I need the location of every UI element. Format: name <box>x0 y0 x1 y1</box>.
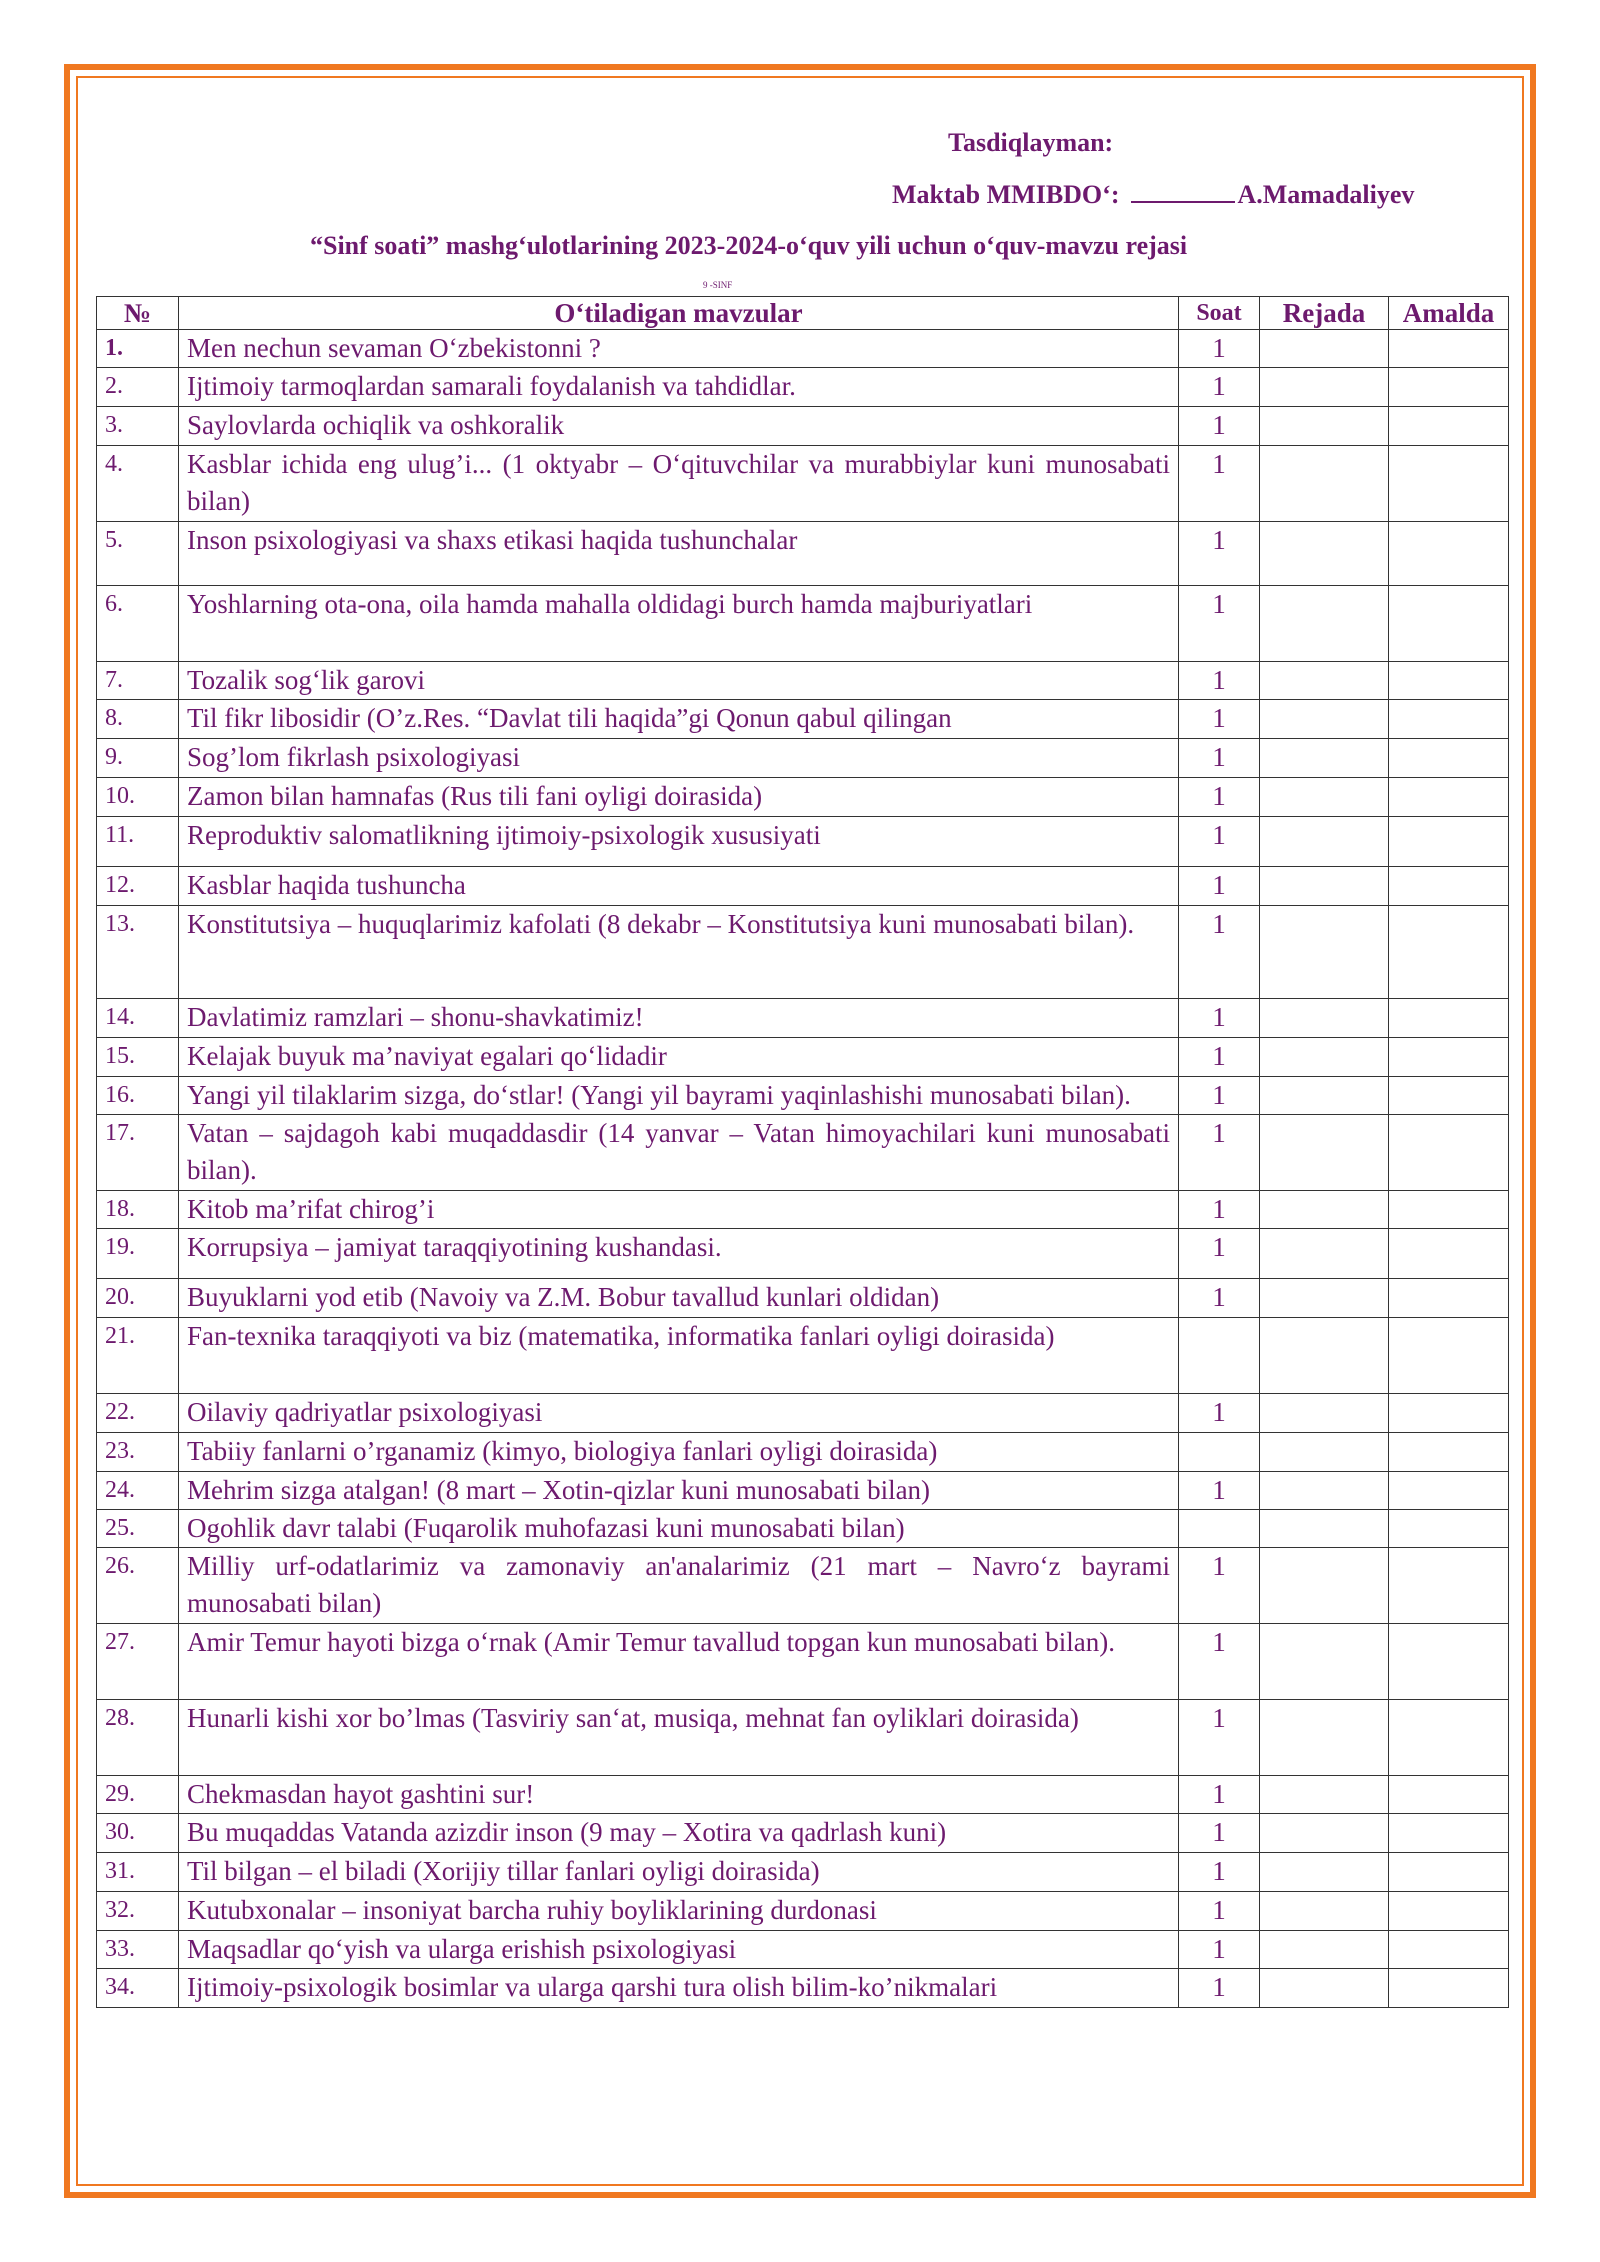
table-row <box>97 778 1509 817</box>
row-hours: 1 <box>1179 999 1260 1038</box>
table-row <box>97 1624 1509 1700</box>
row-topic: Mehrim sizga atalgan! (8 mart – Xotin-qizlar kuni munosabati bilan) <box>179 1472 1179 1510</box>
row-actual-cell <box>1389 1548 1509 1624</box>
row-topic: Zamon bilan hamnafas (Rus tili fani oyligi doirasida) <box>179 778 1179 817</box>
row-topic: Kasblar ichida eng ulug’i... (1 oktyabr – O‘qituvchilar va murabbiylar kuni munosabati bilan) <box>179 446 1179 522</box>
row-hours: 1 <box>1179 1624 1260 1700</box>
row-actual-cell <box>1389 817 1509 867</box>
row-number: 24. <box>97 1472 179 1510</box>
col-header-topics: O‘tiladigan mavzular <box>179 297 1179 330</box>
table-row <box>97 1548 1509 1624</box>
row-actual-cell <box>1389 330 1509 368</box>
table-row <box>97 739 1509 778</box>
row-actual-cell <box>1389 739 1509 778</box>
row-hours: 1 <box>1179 778 1260 817</box>
row-topic: Reproduktiv salomatlikning ijtimoiy-psixologik xususiyati <box>179 817 1179 867</box>
row-actual-cell <box>1389 778 1509 817</box>
table-row <box>97 1394 1509 1433</box>
row-hours: 1 <box>1179 1077 1260 1115</box>
row-number: 13. <box>97 906 179 999</box>
row-topic: Milliy urf-odatlarimiz va zamonaviy an'analarimiz (21 mart – Navro‘z bayrami munosabati bilan) <box>179 1548 1179 1624</box>
row-topic: Davlatimiz ramzlari – shonu-shavkatimiz! <box>179 999 1179 1038</box>
table-row <box>97 1115 1509 1191</box>
row-planned-cell <box>1260 1318 1389 1394</box>
row-topic: Men nechun sevaman O‘zbekistonni ? <box>179 330 1179 368</box>
col-header-number: № <box>97 297 179 330</box>
row-topic: Til bilgan – el biladi (Xorijiy tillar fanlari oyligi doirasida) <box>179 1853 1179 1892</box>
table-row <box>97 999 1509 1038</box>
row-number: 3. <box>97 407 179 446</box>
row-planned-cell <box>1260 1969 1389 2008</box>
row-actual-cell <box>1389 1433 1509 1472</box>
row-planned-cell <box>1260 867 1389 906</box>
row-planned-cell <box>1260 330 1389 368</box>
row-hours: 1 <box>1179 1700 1260 1776</box>
table-row <box>97 1433 1509 1472</box>
row-number: 12. <box>97 867 179 906</box>
row-actual-cell <box>1389 586 1509 662</box>
row-hours: 1 <box>1179 1191 1260 1229</box>
row-actual-cell <box>1389 1318 1509 1394</box>
row-number: 34. <box>97 1969 179 2008</box>
table-row <box>97 1191 1509 1229</box>
row-hours <box>1179 1510 1260 1548</box>
signature-blank <box>1131 201 1235 203</box>
row-topic: Til fikr libosidir (O’z.Res. “Davlat tili haqida”gi Qonun qabul qilingan <box>179 700 1179 739</box>
row-topic: Korrupsiya – jamiyat taraqqiyotining kushandasi. <box>179 1229 1179 1279</box>
row-number: 29. <box>97 1776 179 1814</box>
row-number: 22. <box>97 1394 179 1433</box>
row-number: 6. <box>97 586 179 662</box>
row-actual-cell <box>1389 1279 1509 1318</box>
row-hours: 1 <box>1179 867 1260 906</box>
row-hours: 1 <box>1179 1115 1260 1191</box>
table-row <box>97 1077 1509 1115</box>
row-hours: 1 <box>1179 700 1260 739</box>
table-row <box>97 407 1509 446</box>
row-hours: 1 <box>1179 1853 1260 1892</box>
row-number: 16. <box>97 1077 179 1115</box>
row-actual-cell <box>1389 1394 1509 1433</box>
document-title: “Sinf soati” mashg‘ulotlarining 2023-2024-o‘quv yili uchun o‘quv-mavzu rejasi <box>310 231 1188 260</box>
row-number: 18. <box>97 1191 179 1229</box>
row-number: 17. <box>97 1115 179 1191</box>
row-number: 23. <box>97 1433 179 1472</box>
row-hours: 1 <box>1179 1229 1260 1279</box>
row-number: 30. <box>97 1814 179 1853</box>
row-actual-cell <box>1389 906 1509 999</box>
row-topic: Kutubxonalar – insoniyat barcha ruhiy boyliklarining durdonasi <box>179 1892 1179 1931</box>
col-header-hours: Soat <box>1179 297 1260 330</box>
row-topic: Ijtimoiy tarmoqlardan samarali foydalanish va tahdidlar. <box>179 368 1179 407</box>
row-topic: Kasblar haqida tushuncha <box>179 867 1179 906</box>
row-number: 19. <box>97 1229 179 1279</box>
row-topic: Chekmasdan hayot gashtini sur! <box>179 1776 1179 1814</box>
row-planned-cell <box>1260 446 1389 522</box>
row-actual-cell <box>1389 1700 1509 1776</box>
row-hours: 1 <box>1179 586 1260 662</box>
row-planned-cell <box>1260 1038 1389 1077</box>
row-planned-cell <box>1260 1394 1389 1433</box>
table-row <box>97 1510 1509 1548</box>
row-planned-cell <box>1260 1548 1389 1624</box>
row-topic: Fan-texnika taraqqiyoti va biz (matematika, informatika fanlari oyligi doirasida) <box>179 1318 1179 1394</box>
row-topic: Tozalik sog‘lik garovi <box>179 662 1179 700</box>
table-row <box>97 1279 1509 1318</box>
row-hours: 1 <box>1179 407 1260 446</box>
row-planned-cell <box>1260 1814 1389 1853</box>
row-topic: Kitob ma’rifat chirog’i <box>179 1191 1179 1229</box>
row-topic: Yoshlarning ota-ona, oila hamda mahalla oldidagi burch hamda majburiyatlari <box>179 586 1179 662</box>
row-actual-cell <box>1389 700 1509 739</box>
approval-label: Tasdiqlayman: <box>948 128 1114 157</box>
row-number: 32. <box>97 1892 179 1931</box>
row-actual-cell <box>1389 1077 1509 1115</box>
row-actual-cell <box>1389 1969 1509 2008</box>
row-hours: 1 <box>1179 1931 1260 1969</box>
row-actual-cell <box>1389 407 1509 446</box>
row-hours: 1 <box>1179 662 1260 700</box>
table-row <box>97 1969 1509 2008</box>
director-name: A.Mamadaliyev <box>1237 180 1415 209</box>
table-row <box>97 446 1509 522</box>
row-actual-cell <box>1389 1931 1509 1969</box>
row-hours: 1 <box>1179 522 1260 586</box>
row-actual-cell <box>1389 1115 1509 1191</box>
row-topic: Buyuklarni yod etib (Navoiy va Z.M. Bobur tavallud kunlari oldidan) <box>179 1279 1179 1318</box>
row-number: 14. <box>97 999 179 1038</box>
row-topic: Saylovlarda ochiqlik va oshkoralik <box>179 407 1179 446</box>
row-planned-cell <box>1260 1700 1389 1776</box>
row-actual-cell <box>1389 1510 1509 1548</box>
row-number: 25. <box>97 1510 179 1548</box>
row-actual-cell <box>1389 662 1509 700</box>
table-row <box>97 1472 1509 1510</box>
table-row <box>97 330 1509 368</box>
row-number: 27. <box>97 1624 179 1700</box>
row-planned-cell <box>1260 1510 1389 1548</box>
row-number: 9. <box>97 739 179 778</box>
table-row <box>97 1931 1509 1969</box>
row-hours: 1 <box>1179 1038 1260 1077</box>
row-actual-cell <box>1389 867 1509 906</box>
row-planned-cell <box>1260 700 1389 739</box>
row-number: 15. <box>97 1038 179 1077</box>
row-topic: Ogohlik davr talabi (Fuqarolik muhofazasi kuni munosabati bilan) <box>179 1510 1179 1548</box>
row-planned-cell <box>1260 407 1389 446</box>
row-actual-cell <box>1389 1038 1509 1077</box>
row-planned-cell <box>1260 1433 1389 1472</box>
table-row <box>97 1853 1509 1892</box>
table-header-row <box>97 297 1509 330</box>
row-planned-cell <box>1260 739 1389 778</box>
row-number: 1. <box>97 330 179 368</box>
table-row <box>97 700 1509 739</box>
row-topic: Tabiiy fanlarni o’rganamiz (kimyo, biologiya fanlari oyligi doirasida) <box>179 1433 1179 1472</box>
table-row <box>97 1229 1509 1279</box>
row-planned-cell <box>1260 999 1389 1038</box>
row-planned-cell <box>1260 1472 1389 1510</box>
table-body <box>97 330 1509 2008</box>
row-hours: 1 <box>1179 906 1260 999</box>
row-hours: 1 <box>1179 1969 1260 2008</box>
row-topic: Ijtimoiy-psixologik bosimlar va ularga qarshi tura olish bilim-ko’nikmalari <box>179 1969 1179 2008</box>
row-number: 7. <box>97 662 179 700</box>
row-planned-cell <box>1260 368 1389 407</box>
row-number: 21. <box>97 1318 179 1394</box>
row-topic: Bu muqaddas Vatanda azizdir inson (9 may – Xotira va qadrlash kuni) <box>179 1814 1179 1853</box>
table-row <box>97 586 1509 662</box>
row-actual-cell <box>1389 368 1509 407</box>
row-hours: 1 <box>1179 1279 1260 1318</box>
row-hours: 1 <box>1179 739 1260 778</box>
row-topic: Maqsadlar qo‘yish va ularga erishish psixologiyasi <box>179 1931 1179 1969</box>
row-hours <box>1179 1433 1260 1472</box>
row-actual-cell <box>1389 1624 1509 1700</box>
row-planned-cell <box>1260 1229 1389 1279</box>
row-actual-cell <box>1389 1472 1509 1510</box>
table-row <box>97 1776 1509 1814</box>
row-actual-cell <box>1389 1853 1509 1892</box>
row-topic: Kelajak buyuk ma’naviyat egalari qo‘lidadir <box>179 1038 1179 1077</box>
row-planned-cell <box>1260 662 1389 700</box>
row-hours: 1 <box>1179 368 1260 407</box>
row-number: 4. <box>97 446 179 522</box>
table-row <box>97 906 1509 999</box>
table-row <box>97 522 1509 586</box>
row-planned-cell <box>1260 1279 1389 1318</box>
row-hours: 1 <box>1179 1814 1260 1853</box>
row-planned-cell <box>1260 1115 1389 1191</box>
row-planned-cell <box>1260 1191 1389 1229</box>
row-hours: 1 <box>1179 1394 1260 1433</box>
table-row <box>97 662 1509 700</box>
row-planned-cell <box>1260 586 1389 662</box>
row-number: 20. <box>97 1279 179 1318</box>
row-hours: 1 <box>1179 1776 1260 1814</box>
row-number: 33. <box>97 1931 179 1969</box>
row-topic: Amir Temur hayoti bizga o‘rnak (Amir Temur tavallud topgan kun munosabati bilan). <box>179 1624 1179 1700</box>
row-planned-cell <box>1260 522 1389 586</box>
row-number: 28. <box>97 1700 179 1776</box>
row-planned-cell <box>1260 1853 1389 1892</box>
row-topic: Hunarli kishi xor bo’lmas (Tasviriy san‘at, musiqa, mehnat fan oyliklari doirasida) <box>179 1700 1179 1776</box>
table-row <box>97 1814 1509 1853</box>
row-number: 2. <box>97 368 179 407</box>
row-number: 8. <box>97 700 179 739</box>
row-topic: Oilaviy qadriyatlar psixologiyasi <box>179 1394 1179 1433</box>
row-actual-cell <box>1389 1229 1509 1279</box>
row-planned-cell <box>1260 1892 1389 1931</box>
row-planned-cell <box>1260 1077 1389 1115</box>
row-actual-cell <box>1389 522 1509 586</box>
row-planned-cell <box>1260 817 1389 867</box>
row-topic: Inson psixologiyasi va shaxs etikasi haqida tushunchalar <box>179 522 1179 586</box>
row-actual-cell <box>1389 1776 1509 1814</box>
table-row <box>97 1700 1509 1776</box>
row-topic: Yangi yil tilaklarim sizga, do‘stlar! (Yangi yil bayrami yaqinlashishi munosabati bilan). <box>179 1077 1179 1115</box>
row-actual-cell <box>1389 999 1509 1038</box>
row-number: 11. <box>97 817 179 867</box>
row-planned-cell <box>1260 1931 1389 1969</box>
row-hours: 1 <box>1179 1472 1260 1510</box>
row-number: 10. <box>97 778 179 817</box>
table-row <box>97 817 1509 867</box>
row-planned-cell <box>1260 906 1389 999</box>
table-row <box>97 1038 1509 1077</box>
row-number: 5. <box>97 522 179 586</box>
row-number: 26. <box>97 1548 179 1624</box>
col-header-actual: Amalda <box>1389 297 1509 330</box>
row-actual-cell <box>1389 1892 1509 1931</box>
table-row <box>97 867 1509 906</box>
grade-label: 9 -SINF <box>703 280 733 290</box>
row-hours: 1 <box>1179 1548 1260 1624</box>
row-actual-cell <box>1389 1814 1509 1853</box>
row-planned-cell <box>1260 778 1389 817</box>
row-hours <box>1179 1318 1260 1394</box>
row-actual-cell <box>1389 1191 1509 1229</box>
row-planned-cell <box>1260 1776 1389 1814</box>
row-hours: 1 <box>1179 1892 1260 1931</box>
row-planned-cell <box>1260 1624 1389 1700</box>
row-topic: Vatan – sajdagoh kabi muqaddasdir (14 yanvar – Vatan himoyachilari kuni munosabati bilan). <box>179 1115 1179 1191</box>
row-hours: 1 <box>1179 330 1260 368</box>
row-number: 31. <box>97 1853 179 1892</box>
director-label: Maktab MMIBDO‘: <box>892 180 1120 209</box>
table-row <box>97 368 1509 407</box>
director-signature-line <box>892 180 1414 210</box>
row-hours: 1 <box>1179 817 1260 867</box>
row-topic: Sog’lom fikrlash psixologiyasi <box>179 739 1179 778</box>
table-row <box>97 1892 1509 1931</box>
row-topic: Konstitutsiya – huquqlarimiz kafolati (8 dekabr – Konstitutsiya kuni munosabati bilan). <box>179 906 1179 999</box>
lesson-plan-table <box>96 296 1509 2008</box>
table-row <box>97 1318 1509 1394</box>
row-actual-cell <box>1389 446 1509 522</box>
row-hours: 1 <box>1179 446 1260 522</box>
col-header-planned: Rejada <box>1260 297 1389 330</box>
